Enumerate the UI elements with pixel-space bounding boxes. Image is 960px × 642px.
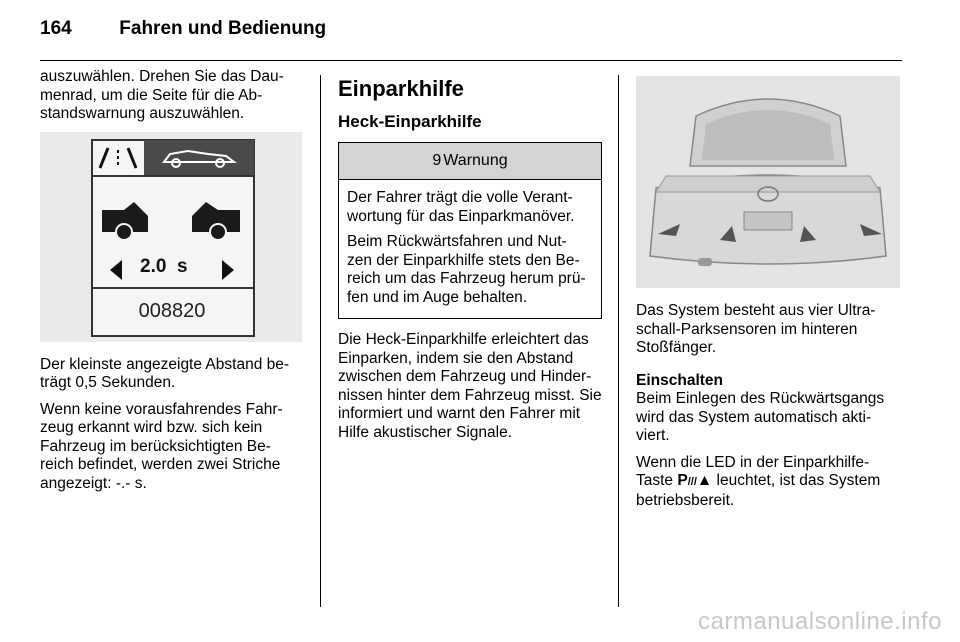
display-time-value: 2.0 [140, 255, 167, 277]
page-header [40, 18, 326, 40]
einschalten-heading: Einschalten [636, 371, 723, 389]
page-number: 164 [40, 18, 72, 39]
warning-paragraph-2: Beim Rückwärtsfahren und Nut- zen der Einparkhilfe stets den Be- reich um das Fahrzeug herum prü- fen und im Auge behalten. [347, 233, 586, 306]
park-assist-button-icon: P///▲ [677, 472, 713, 489]
warning-body [339, 180, 601, 318]
column-2 [338, 76, 602, 450]
section-subheading: Heck-Einparkhilfe [338, 112, 482, 131]
car-rear-illustration [636, 76, 900, 288]
col3-paragraph-3-start: Wenn die LED in der Einparkhilfe- Taste [636, 453, 870, 489]
column-divider-2 [618, 75, 619, 607]
col1-paragraph-2: Der kleinste angezeigte Abstand be- trägt 0,5 Sekunden. [40, 355, 290, 391]
warning-title: Warnung [443, 151, 508, 169]
col3-paragraph-1: Das System besteht aus vier Ultra- schall-Parksensoren im hinteren Stoßfänger. [636, 302, 876, 356]
col1-paragraph-1: auszuwählen. Drehen Sie das Dau- menrad, um die Seite für die Ab- standswarnung auszuwählen. [40, 68, 284, 122]
display-odometer: 008820 [138, 299, 206, 322]
column-3 [636, 76, 902, 518]
chapter-title: Fahren und Bedienung [119, 18, 327, 39]
watermark: carmanualsonline.info [698, 608, 942, 635]
warning-box [338, 142, 602, 319]
col3-paragraph-3 [636, 454, 902, 511]
warning-symbol-icon: 9 [432, 151, 442, 169]
warning-paragraph-1: Der Fahrer trägt die volle Verant- wortung für das Einparkmanöver. [347, 189, 575, 225]
section-heading: Einparkhilfe [338, 76, 464, 101]
car-rear-graphic [636, 76, 900, 288]
col3-paragraph-3-end: leuchtet, ist das System betriebsbereit. [636, 472, 881, 509]
col3-paragraph-2: Beim Einlegen des Rückwärtsgangs wird das System automatisch akti- viert. [636, 390, 885, 444]
distance-display-illustration [40, 132, 302, 342]
warning-header [339, 143, 601, 180]
column-1 [40, 68, 302, 501]
header-rule [40, 60, 902, 61]
display-time-unit: s [176, 255, 188, 277]
col1-paragraph-3: Wenn keine vorausfahrendes Fahr- zeug erkannt wird bzw. sich kein Fahrzeug im berücksichtigten Be- reich befindet, werden zwei Striche angezeigt: -.- s. [40, 400, 283, 492]
col2-paragraph-1: Die Heck-Einparkhilfe erleichtert das Einparken, indem sie den Abstand zwischen dem Fahrzeug und Hinder- nissen hinter dem Fahrzeug misst. Sie informiert und warnt den Fahrer mit Hilfe akustischer Signale. [338, 331, 602, 441]
display-time-readout [140, 255, 188, 277]
column-divider-1 [320, 75, 321, 607]
